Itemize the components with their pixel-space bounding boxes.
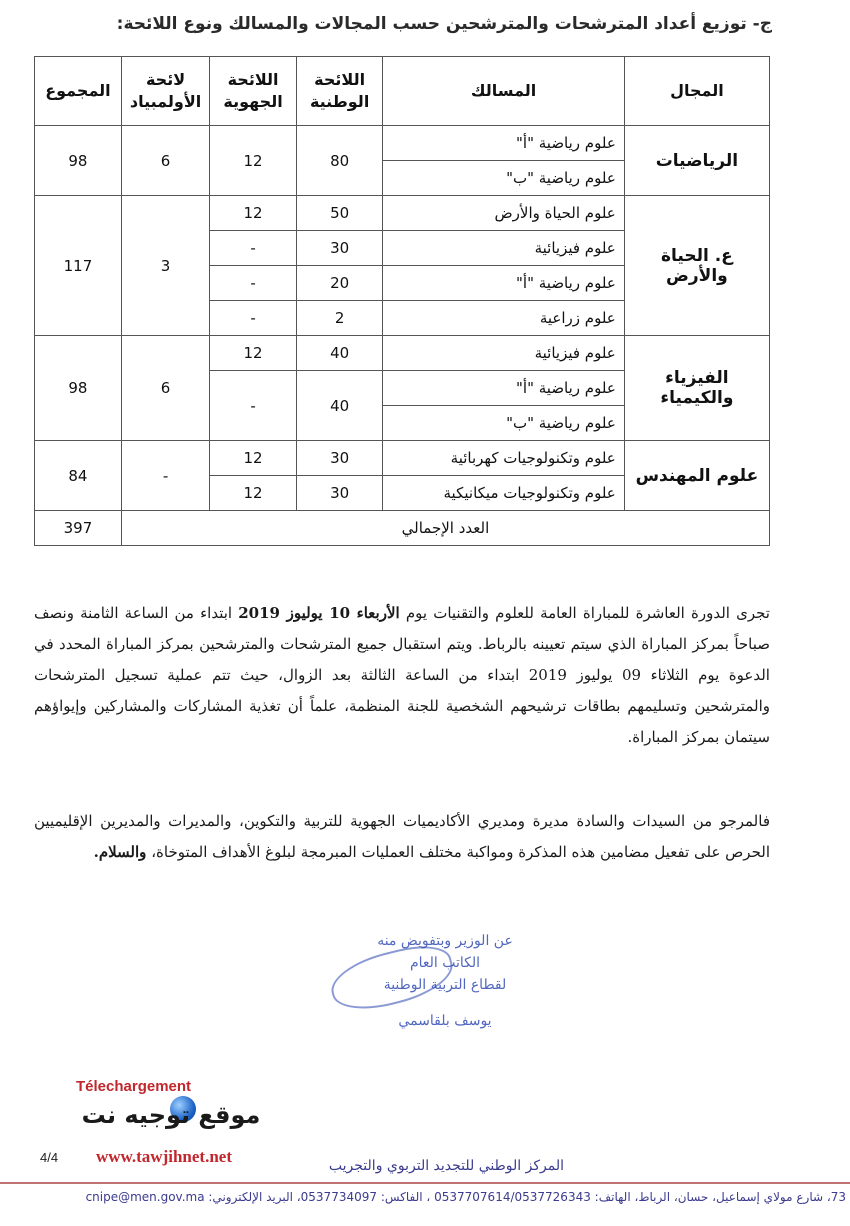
- header-national: اللائحة الوطنية: [296, 57, 383, 126]
- national-cell: 30: [296, 441, 383, 476]
- regional-cell: -: [210, 231, 297, 266]
- signature-block: [300, 930, 590, 1032]
- footer-divider: [0, 1182, 850, 1184]
- national-cell: 50: [296, 196, 383, 231]
- total-cell: 84: [35, 441, 122, 511]
- signature-line: لقطاع التربية الوطنية: [383, 977, 507, 993]
- regional-cell: 12: [210, 196, 297, 231]
- track-cell: علوم رياضية "أ": [383, 371, 624, 406]
- track-cell: علوم رياضية "ب": [383, 161, 624, 196]
- distribution-table: [34, 56, 770, 546]
- signature-name: يوسف بلقاسمي: [398, 1013, 492, 1029]
- logo-main-text: موقع توجيه نت: [81, 1101, 261, 1129]
- regional-cell: -: [210, 301, 297, 336]
- section-heading: ج- توزيع أعداد المترشحات والمترشحين حسب المجالات والمسالك ونوع اللائحة:: [116, 14, 772, 34]
- table-row: [35, 336, 770, 371]
- header-field: المجال: [624, 57, 769, 126]
- track-cell: علوم رياضية "ب": [383, 406, 624, 441]
- page-number: 4/4: [40, 1150, 59, 1165]
- grand-total-label: العدد الإجمالي: [121, 511, 769, 546]
- national-cell: 20: [296, 266, 383, 301]
- header-total: المجموع: [35, 57, 122, 126]
- national-cell: 80: [296, 126, 383, 196]
- header-olympiad: لائحة الأولمبياد: [121, 57, 209, 126]
- grand-total-row: [35, 511, 770, 546]
- footer-url-link[interactable]: www.tawjihnet.net: [96, 1147, 232, 1166]
- table-row: [35, 441, 770, 476]
- national-cell: 2: [296, 301, 383, 336]
- national-cell: 40: [296, 371, 383, 441]
- paragraph-text: ابتداء من الساعة الثامنة ونصف صباحاً بمركز المباراة الذي سيتم تعيينه بالرباط. ويتم استقبال جميع المترشحات والمترشحين بمركز المباراة المحدد في الدعوة يوم الثلاثاء 09 يوليوز 2019 ابتداء من الساعة الثالثة بعد الزوال، حيث تتم عملية تسجيل المترشحات والمترشحين وتسليمهم بطاقات ترشيحهم الشخصية للجنة المنظمة، علماً أن تغذية المشاركات والمشاركين وإيواؤهم سيتمان بمركز المباراة.: [34, 604, 770, 746]
- paragraph-text: تجرى الدورة العاشرة للمباراة العامة للعلوم والتقنيات يوم: [399, 604, 770, 622]
- track-cell: علوم وتكنولوجيات كهربائية: [383, 441, 624, 476]
- paragraph-bold-date: الأربعاء 10 يوليوز 2019: [238, 604, 400, 622]
- table-row: [35, 196, 770, 231]
- olympiad-cell: 6: [121, 336, 209, 441]
- field-cell: الفيزياء والكيمياء: [624, 336, 769, 441]
- paragraph-closing: [34, 806, 770, 868]
- total-cell: 98: [35, 336, 122, 441]
- footer-address: 73، شارع مولاي إسماعيل، حسان، الرباط، الهاتف: 0537707614/0537726343 ، الفاكس: 0537734097، البريد الإلكتروني: cnipe@men.gov.ma: [85, 1190, 846, 1204]
- field-cell: علوم المهندس: [624, 441, 769, 511]
- field-cell: الرياضيات: [624, 126, 769, 196]
- signature-line: عن الوزير وبتفويض منه: [377, 933, 513, 949]
- paragraph-text: فالمرجو من السيدات والسادة مديرة ومديري الأكاديميات الجهوية للتربية والتكوين، والمديرات والمديرين الإقليميين الحرص على تفعيل مضامين هذه المذكرة ومواكبة مختلف العمليات المبرمجة لبلوغ الأهداف المتوخاة،: [34, 812, 770, 861]
- olympiad-cell: -: [121, 441, 209, 511]
- table-row: [35, 126, 770, 161]
- footer-institution: المركز الوطني للتجديد التربوي والتجريب: [328, 1158, 564, 1174]
- regional-cell: -: [210, 371, 297, 441]
- total-cell: 98: [35, 126, 122, 196]
- regional-cell: 12: [210, 126, 297, 196]
- field-cell: ع. الحياة والأرض: [624, 196, 769, 336]
- national-cell: 30: [296, 231, 383, 266]
- olympiad-cell: 3: [121, 196, 209, 336]
- track-cell: علوم فيزيائية: [383, 231, 624, 266]
- track-cell: علوم وتكنولوجيات ميكانيكية: [383, 476, 624, 511]
- national-cell: 40: [296, 336, 383, 371]
- national-cell: 30: [296, 476, 383, 511]
- signature-line: الكاتب العام: [409, 955, 481, 971]
- regional-cell: 12: [210, 476, 297, 511]
- regional-cell: 12: [210, 336, 297, 371]
- total-cell: 117: [35, 196, 122, 336]
- header-tracks: المسالك: [383, 57, 624, 126]
- paragraph-bold-salutation: والسلام.: [93, 843, 147, 861]
- grand-total-value: 397: [35, 511, 122, 546]
- regional-cell: -: [210, 266, 297, 301]
- logo-download-text: Télechargement: [76, 1078, 192, 1095]
- table-header-row: [35, 57, 770, 126]
- track-cell: علوم الحياة والأرض: [383, 196, 624, 231]
- paragraph-schedule: [34, 598, 770, 753]
- track-cell: علوم زراعية: [383, 301, 624, 336]
- track-cell: علوم رياضية "أ": [383, 126, 624, 161]
- track-cell: علوم فيزيائية: [383, 336, 624, 371]
- olympiad-cell: 6: [121, 126, 209, 196]
- track-cell: علوم رياضية "أ": [383, 266, 624, 301]
- header-regional: اللائحة الجهوية: [210, 57, 297, 126]
- regional-cell: 12: [210, 441, 297, 476]
